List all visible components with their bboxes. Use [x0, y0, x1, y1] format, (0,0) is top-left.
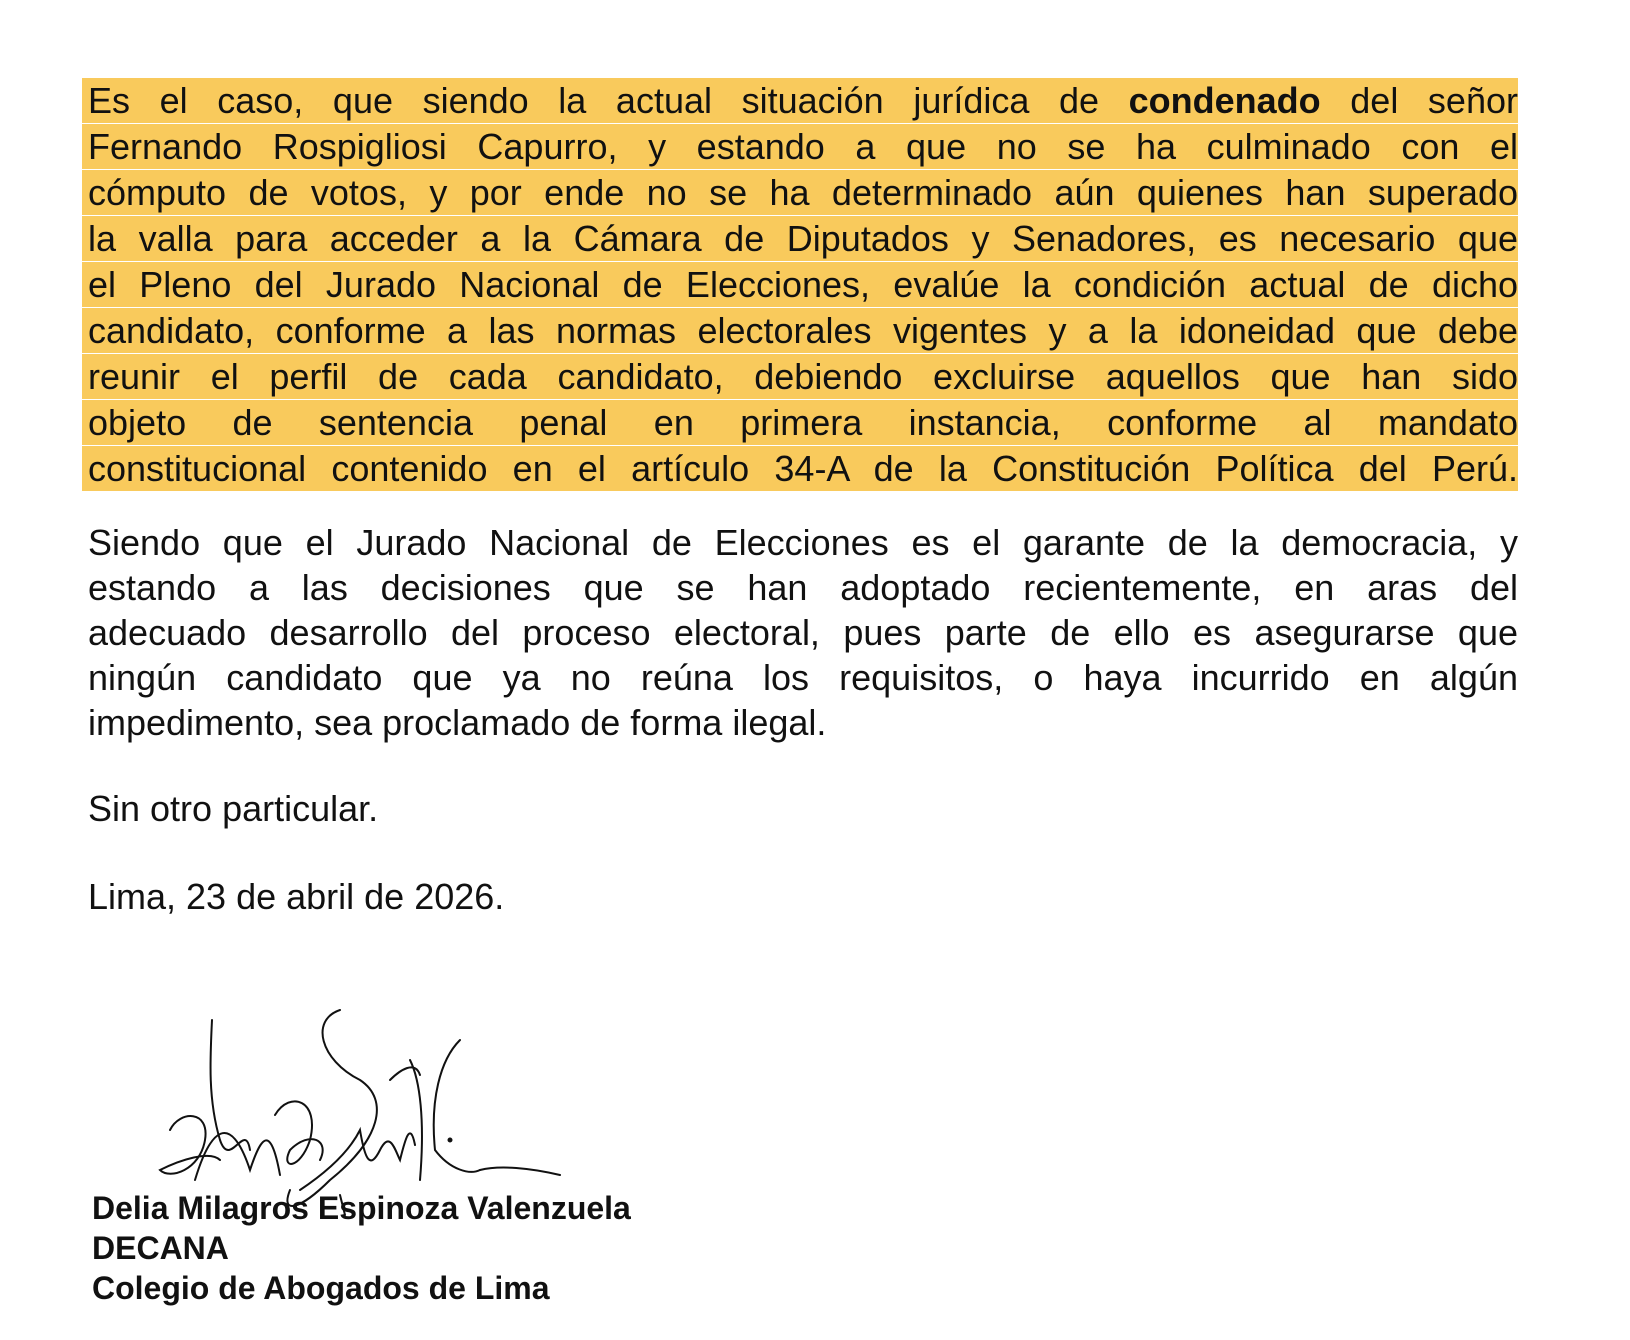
paragraph-line: constitucional contenido en el artículo 34-A de la Constitución Política del Perú. [82, 446, 1518, 491]
paragraph-line: reunir el perfil de cada candidato, debiendo excluirse aquellos que han sido [82, 354, 1518, 399]
signatory-title: DECANA [92, 1230, 229, 1266]
signatory-organization: Colegio de Abogados de Lima [92, 1270, 550, 1306]
highlighted-paragraph [88, 78, 1518, 492]
paragraph-line: objeto de sentencia penal en primera instancia, conforme al mandato [82, 400, 1518, 445]
paragraph-line: candidato, conforme a las normas electorales vigentes y a la idoneidad que debe [82, 308, 1518, 353]
bold-term: condenado [1128, 80, 1321, 121]
paragraph-line: estando a las decisiones que se han adoptado recientemente, en aras del [88, 567, 1518, 608]
signature-block [92, 1188, 631, 1308]
signatory-name: Delia Milagros Espinoza Valenzuela [92, 1190, 631, 1226]
closing-line: Sin otro particular. [88, 788, 379, 829]
body-paragraph [88, 520, 1518, 745]
place-date: Lima, 23 de abril de 2026. [88, 876, 505, 917]
paragraph-line: el Pleno del Jurado Nacional de Elecciones, evalúe la condición actual de dicho [82, 262, 1518, 307]
paragraph-line: Es el caso, que siendo la actual situación jurídica de condenado del señor [82, 78, 1518, 123]
paragraph-line: impedimento, sea proclamado de forma ilegal. [88, 702, 827, 743]
paragraph-line: Siendo que el Jurado Nacional de Elecciones es el garante de la democracia, y [88, 522, 1518, 563]
paragraph-line: adecuado desarrollo del proceso electoral, pues parte de ello es asegurarse que [88, 612, 1518, 653]
paragraph-line: cómputo de votos, y por ende no se ha determinado aún quienes han superado [82, 170, 1518, 215]
paragraph-line: ningún candidato que ya no reúna los requisitos, o haya incurrido en algún [88, 657, 1518, 698]
paragraph-line: la valla para acceder a la Cámara de Diputados y Senadores, es necesario que [82, 216, 1518, 261]
paragraph-line: Fernando Rospigliosi Capurro, y estando a que no se ha culminado con el [82, 124, 1518, 169]
